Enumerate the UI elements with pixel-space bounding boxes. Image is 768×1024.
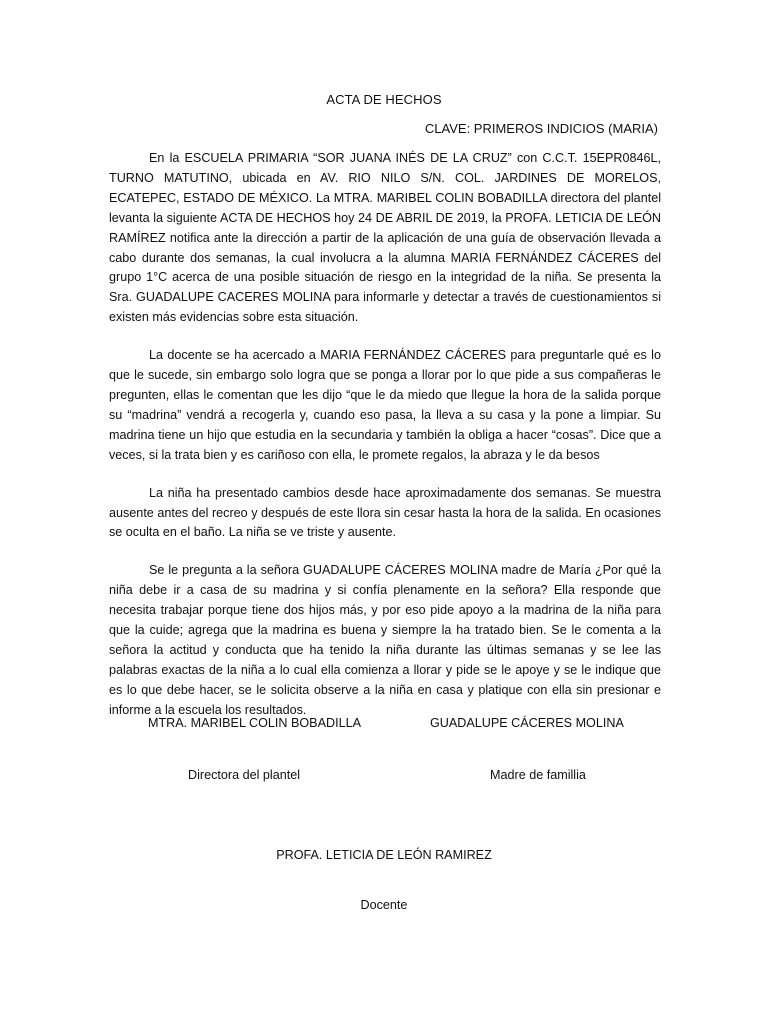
paragraph-cambios: La niña ha presentado cambios desde hace aproximadamente dos semanas. Se muestra ausente antes del recreo y después de este llora sin cesar hasta la hora de la salida. En ocasiones se oculta en el baño. La niña se ve triste y ausente. <box>109 485 661 540</box>
signature-docente-name: PROFA. LETICIA DE LEÓN RAMIREZ <box>276 848 492 862</box>
paragraph-intro: En la ESCUELA PRIMARIA “SOR JUANA INÉS DE LA CRUZ” con C.C.T. 15EPR0846L, TURNO MATUTINO, ubicada en AV. RIO NILO S/N. COL. JARDINES DE MORELOS, ECATEPEC, ESTADO DE MÉXICO. La MTRA. MARIBEL COLIN BOBADILLA directora del plantel levanta la siguiente ACTA DE HECHOS hoy 24 DE ABRIL DE 2019, la PROFA. LETICIA DE LEÓN RAMÍREZ notifica ante la dirección a partir de la aplicación de una guía de observación llevada a cabo durante dos semanas, la cual involucra a la alumna MARIA FERNÁNDEZ CÁCERES del grupo 1°C acerca de una posible situación de riesgo en la integridad de la niña. Se presenta la Sra. GUADALUPE CACERES MOLINA para informarle y detectar a través de cuestionamientos si existen más evidencias sobre esta situación. <box>109 151 661 325</box>
signature-docente-role: Docente <box>360 898 408 912</box>
document-body <box>109 149 661 739</box>
signature-directora-role: Directora del plantel <box>188 768 301 782</box>
signature-madre-name: GUADALUPE CÁCERES MOLINA <box>430 716 624 730</box>
signature-directora-name: MTRA. MARIBEL COLIN BOBADILLA <box>148 716 361 730</box>
document-clave: CLAVE: PRIMEROS INDICIOS (MARIA) <box>424 121 658 136</box>
paragraph-madre: Se le pregunta a la señora GUADALUPE CÁCERES MOLINA madre de María ¿Por qué la niña debe ir a casa de su madrina y si confía plenamente en la señora? Ella responde que necesita trabajar porque tiene dos hijos más, y por eso pide apoyo a la madrina de la niña para que la cuide; agrega que la madrina es buena y siempre la ha tratado bien. Se le comenta a la señora la actitud y conducta que ha tenido la niña durante las últimas semanas y se lee las palabras exactas de la niña a lo cual ella comienza a llorar y pide se le apoye y se le indique que es lo que debe hacer, se le solicita observe a la niña en casa y platique con ella sin presionar e informe a la escuela los resultados. <box>109 563 661 717</box>
document-title: ACTA DE HECHOS <box>326 92 442 107</box>
signature-madre-role: Madre de famillia <box>490 768 586 782</box>
paragraph-docente: La docente se ha acercado a MARIA FERNÁNDEZ CÁCERES para preguntarle qué es lo que le sucede, sin embargo solo logra que se ponga a llorar por lo que pide a sus compañeras le pregunten, ellas le comentan que les dijo “que le da miedo que llegue la hora de la salida porque su “madrina” vendrá a recogerla y, cuando eso pasa, la lleva a su casa y la pone a limpiar. Su madrina tiene un hijo que estudia en la secundaria y también la obliga a hacer “cosas”. Dice que a veces, si la trata bien y es cariñoso con ella, le promete regalos, la abraza y le da besos <box>109 348 661 462</box>
